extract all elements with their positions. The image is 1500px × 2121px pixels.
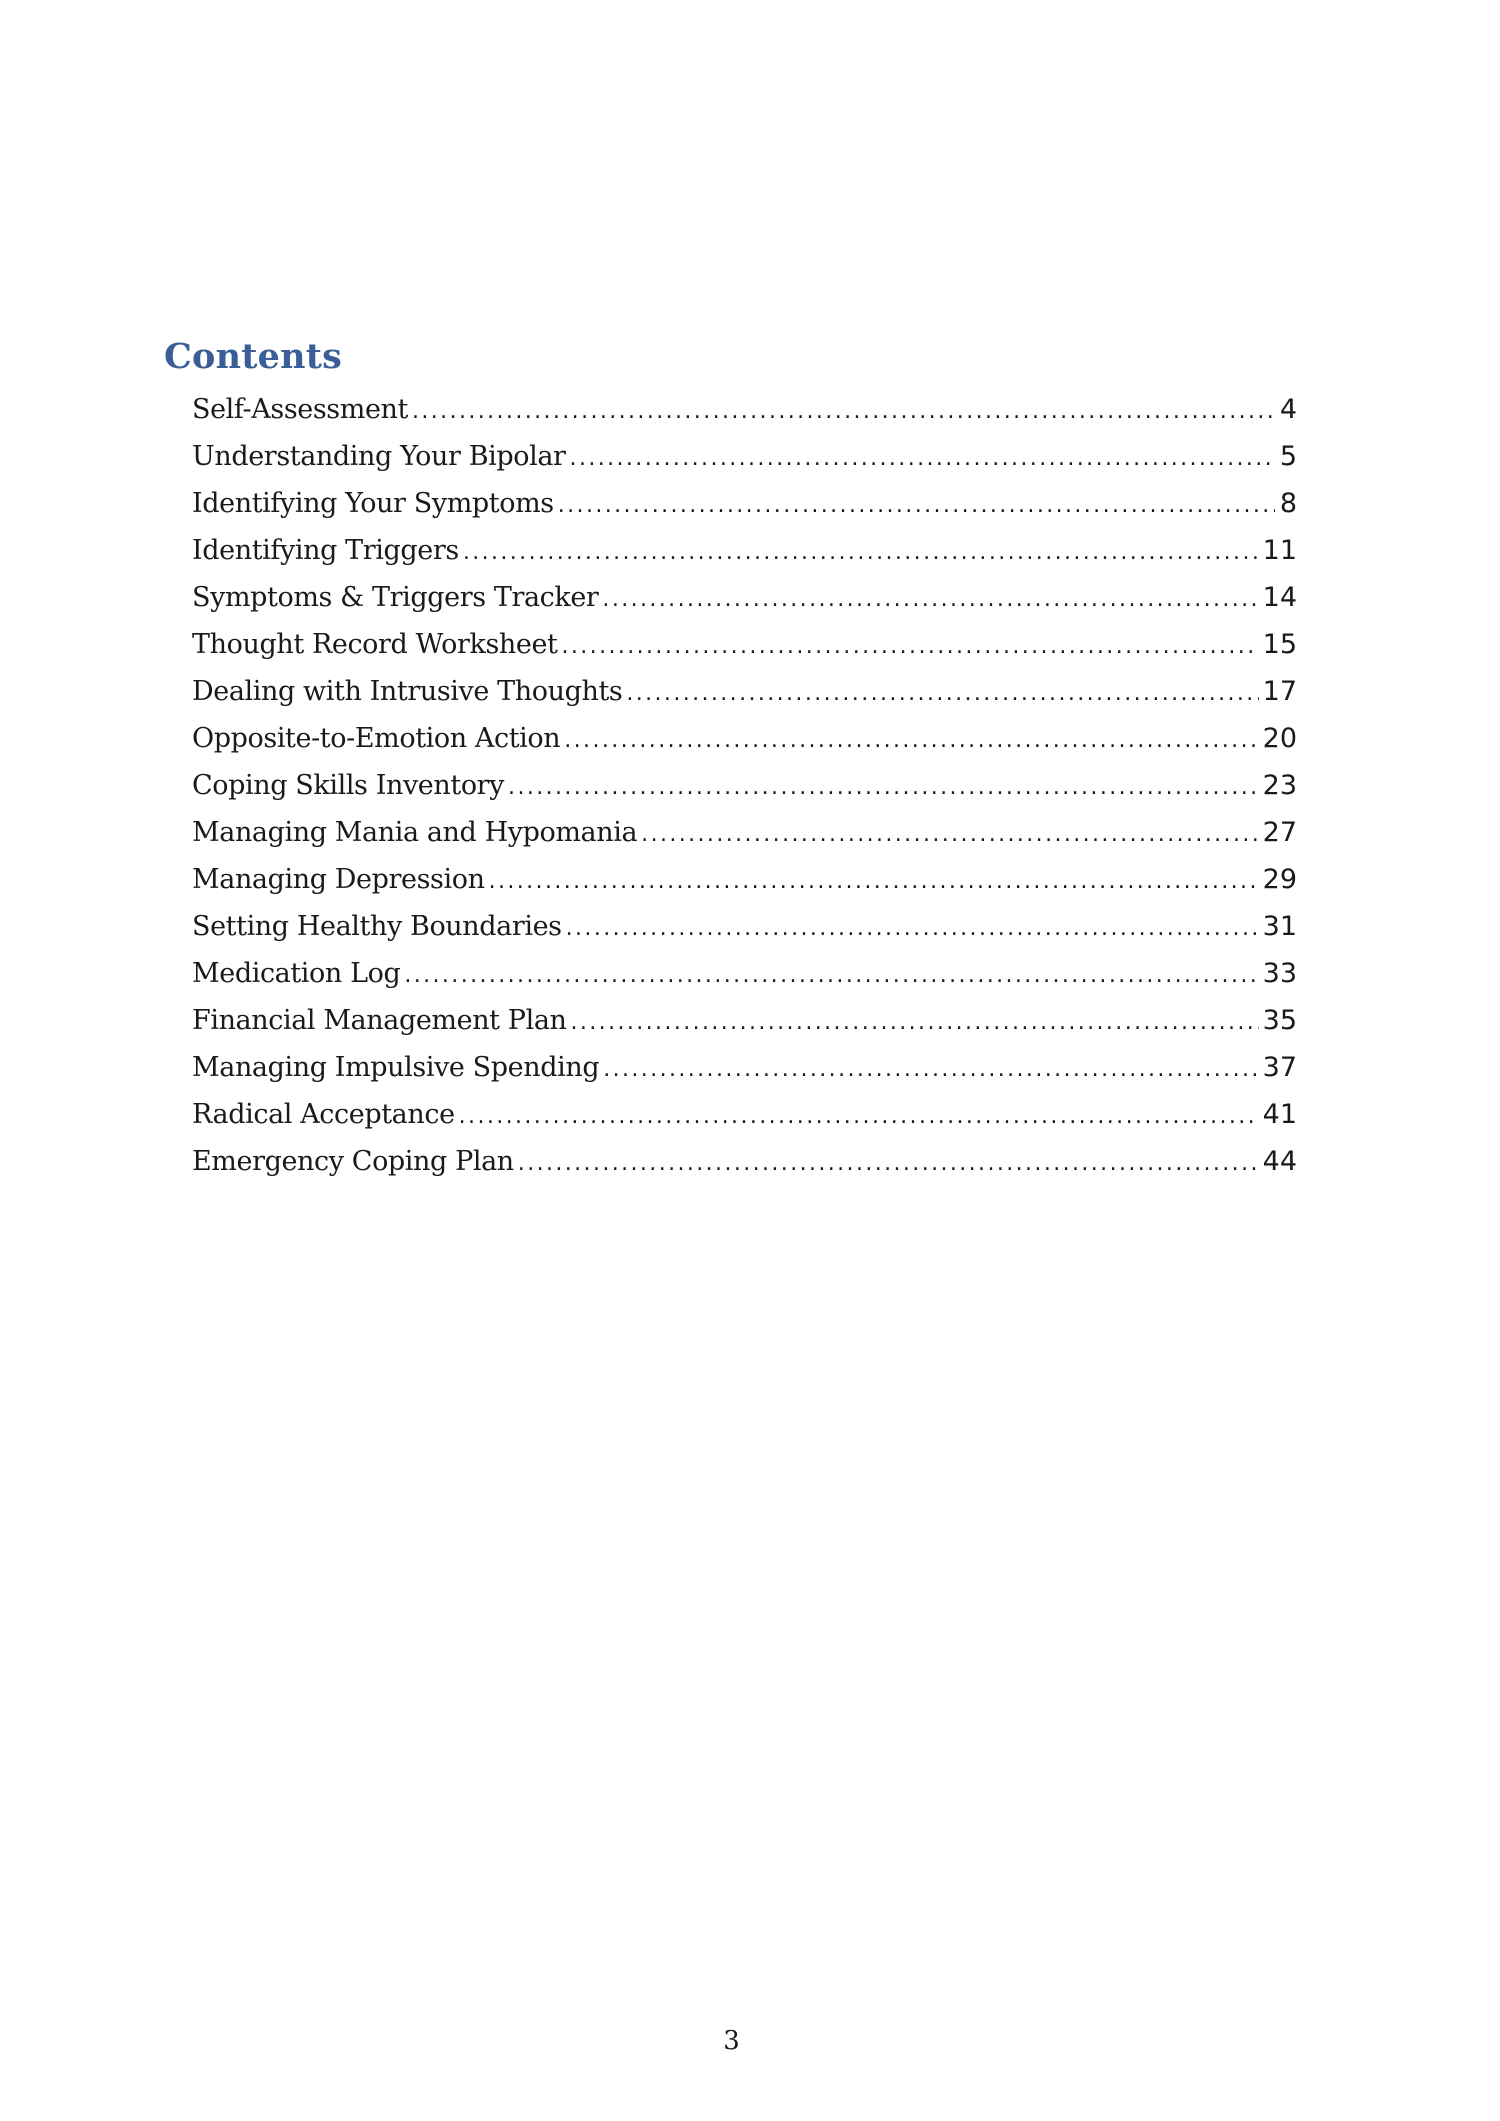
toc-entry-title[interactable]: Setting Healthy Boundaries	[192, 911, 562, 942]
toc-entry-title[interactable]: Self-Assessment	[192, 394, 408, 425]
toc-entry-title[interactable]: Managing Impulsive Spending	[192, 1052, 600, 1083]
toc-entry[interactable]	[192, 1091, 1297, 1138]
toc-entry-title[interactable]: Identifying Triggers	[192, 535, 459, 566]
toc-dot-leader	[626, 670, 1258, 717]
toc-entry-page[interactable]: 35	[1262, 1005, 1297, 1036]
page-number: 3	[723, 2026, 740, 2056]
table-of-contents	[192, 386, 1297, 1185]
toc-dot-leader	[602, 576, 1258, 623]
toc-entry[interactable]	[192, 903, 1297, 950]
toc-dot-leader	[459, 1093, 1259, 1140]
toc-entry-title[interactable]: Medication Log	[192, 958, 401, 989]
toc-entry-page[interactable]: 8	[1279, 488, 1297, 519]
toc-entry[interactable]	[192, 950, 1297, 997]
toc-entry-page[interactable]: 37	[1262, 1052, 1297, 1083]
toc-entry-page[interactable]: 41	[1262, 1099, 1297, 1130]
toc-entry-title[interactable]: Opposite-to-Emotion Action	[192, 723, 561, 754]
toc-entry-title[interactable]: Radical Acceptance	[192, 1099, 455, 1130]
toc-dot-leader	[489, 858, 1259, 905]
toc-entry-title[interactable]: Symptoms & Triggers Tracker	[192, 582, 599, 613]
toc-dot-leader	[641, 811, 1258, 858]
toc-dot-leader	[603, 1046, 1258, 1093]
toc-dot-leader	[558, 482, 1275, 529]
toc-entry[interactable]	[192, 715, 1297, 762]
toc-dot-leader	[570, 435, 1275, 482]
toc-entry-page[interactable]: 11	[1262, 535, 1297, 566]
toc-dot-leader	[508, 764, 1259, 811]
toc-entry-page[interactable]: 33	[1262, 958, 1297, 989]
toc-entry-page[interactable]: 20	[1262, 723, 1297, 754]
toc-entry-title[interactable]: Emergency Coping Plan	[192, 1146, 514, 1177]
toc-entry[interactable]	[192, 480, 1297, 527]
toc-entry-page[interactable]: 4	[1279, 394, 1297, 425]
toc-dot-leader	[412, 388, 1275, 435]
toc-entry[interactable]	[192, 856, 1297, 903]
contents-heading: Contents	[164, 336, 343, 377]
toc-dot-leader	[566, 905, 1259, 952]
toc-entry-title[interactable]: Managing Mania and Hypomania	[192, 817, 638, 848]
toc-entry-title[interactable]: Coping Skills Inventory	[192, 770, 505, 801]
toc-entry[interactable]	[192, 574, 1297, 621]
toc-entry[interactable]	[192, 997, 1297, 1044]
toc-entry-title[interactable]: Thought Record Worksheet	[192, 629, 558, 660]
toc-entry-title[interactable]: Financial Management Plan	[192, 1005, 567, 1036]
toc-entry-page[interactable]: 27	[1262, 817, 1297, 848]
toc-entry-page[interactable]: 17	[1262, 676, 1297, 707]
toc-entry-page[interactable]: 29	[1262, 864, 1297, 895]
toc-entry-page[interactable]: 23	[1262, 770, 1297, 801]
toc-entry[interactable]	[192, 527, 1297, 574]
toc-entry[interactable]	[192, 1044, 1297, 1091]
toc-entry[interactable]	[192, 621, 1297, 668]
toc-dot-leader	[564, 717, 1258, 764]
toc-entry-page[interactable]: 15	[1262, 629, 1297, 660]
toc-entry[interactable]	[192, 386, 1297, 433]
toc-dot-leader	[518, 1140, 1259, 1187]
toc-dot-leader	[571, 999, 1259, 1046]
toc-entry[interactable]	[192, 762, 1297, 809]
toc-entry-page[interactable]: 14	[1262, 582, 1297, 613]
toc-dot-leader	[463, 529, 1259, 576]
toc-entry-title[interactable]: Understanding Your Bipolar	[192, 441, 566, 472]
toc-dot-leader	[562, 623, 1259, 670]
toc-entry-page[interactable]: 5	[1279, 441, 1297, 472]
toc-entry-title[interactable]: Identifying Your Symptoms	[192, 488, 554, 519]
toc-dot-leader	[404, 952, 1258, 999]
toc-entry-title[interactable]: Dealing with Intrusive Thoughts	[192, 676, 623, 707]
toc-entry[interactable]	[192, 668, 1297, 715]
toc-entry-page[interactable]: 31	[1262, 911, 1297, 942]
toc-entry-title[interactable]: Managing Depression	[192, 864, 485, 895]
toc-entry[interactable]	[192, 809, 1297, 856]
toc-entry[interactable]	[192, 433, 1297, 480]
toc-entry-page[interactable]: 44	[1262, 1146, 1297, 1177]
toc-entry[interactable]	[192, 1138, 1297, 1185]
